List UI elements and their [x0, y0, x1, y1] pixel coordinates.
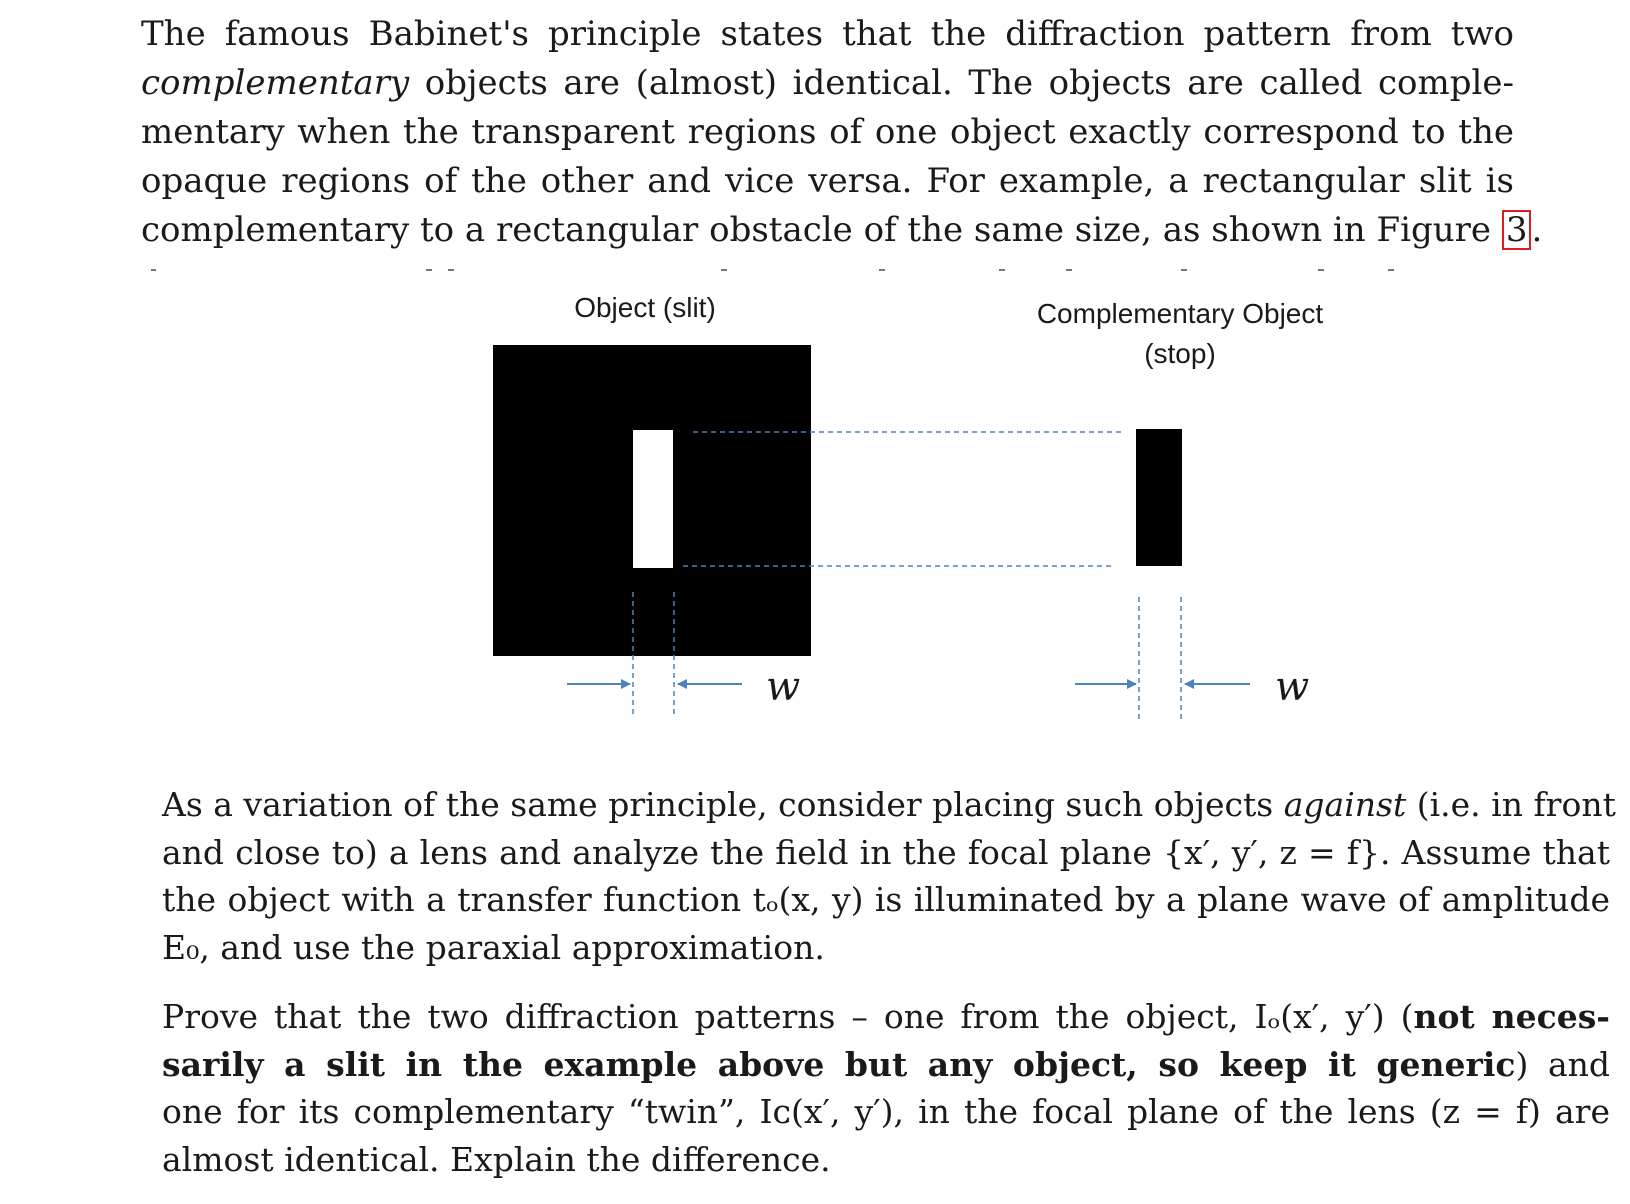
complementary-object-label-line1: Complementary Object [1036, 298, 1324, 329]
variation-line-1-before: As a variation of the same principle, consider placing such objects [162, 785, 1274, 824]
intro-line-5 [141, 206, 1543, 255]
variation-line-2: and close to) a lens and analyze the field in the focal plane {x′, y′, z = f}. Assume that [162, 832, 1610, 872]
figure-reference-link[interactable]: 3 [1502, 210, 1532, 250]
bold-generic-note: sarily a slit in the example above but any object, so keep it generic [162, 1044, 1516, 1084]
cutoff-text-remnant [141, 268, 1514, 272]
stop-width-symbol: w [1275, 664, 1310, 710]
variation-paragraph [162, 781, 1616, 971]
variation-line-1-after: (i.e. in front [1416, 785, 1616, 824]
intro-line-5-text: complementary to a rectangular obstacle of the same size, as shown in Figure [141, 210, 1492, 250]
prove-paragraph [162, 993, 1610, 1183]
intro-line-4: opaque regions of the other and vice versa. For example, a rectangular slit is [141, 161, 1514, 201]
prove-line-3: one for its complementary “twin”, Iᴄ(x′, y′), in the focal plane of the lens (z = f) are [162, 1092, 1610, 1131]
intro-line-3: mentary when the transparent regions of one object exactly correspond to the [141, 112, 1514, 152]
intro-line-2-text: objects are (almost) identical. The objects are called comple- [424, 63, 1514, 103]
opaque-screen [493, 345, 811, 656]
prove-line-1-before: Prove that the two diffraction patterns – one from the object, Iₒ(x′, y′) ( [162, 997, 1414, 1036]
complementary-object-label [1000, 294, 1360, 374]
complementary-object-label-line2: (stop) [1144, 338, 1216, 369]
slit-opening [633, 430, 673, 568]
variation-line-1 [162, 781, 1616, 829]
italic-against: against [1283, 785, 1407, 824]
intro-paragraph [141, 10, 1543, 255]
intro-period: . [1531, 210, 1543, 250]
prove-line-2 [162, 1041, 1610, 1089]
complementary-stop [1136, 429, 1182, 566]
prove-line-4: almost identical. Explain the difference. [162, 1139, 831, 1179]
intro-line-1: The famous Babinet's principle states that the diffraction pattern from two [141, 14, 1514, 54]
prove-line-2-after: ) and [1515, 1044, 1610, 1084]
object-slit-label: Object (slit) [574, 292, 716, 323]
intro-line-2 [141, 59, 1514, 108]
bold-not-necessarily: not neces- [1413, 997, 1610, 1036]
italic-complementary: complementary [141, 63, 410, 103]
variation-line-3: the object with a transfer function tₒ(x, y) is illuminated by a plane wave of amplitude [162, 880, 1610, 919]
prove-line-1 [162, 993, 1610, 1041]
slit-width-symbol: w [766, 664, 801, 710]
variation-line-4: E₀, and use the paraxial approximation. [162, 927, 825, 967]
